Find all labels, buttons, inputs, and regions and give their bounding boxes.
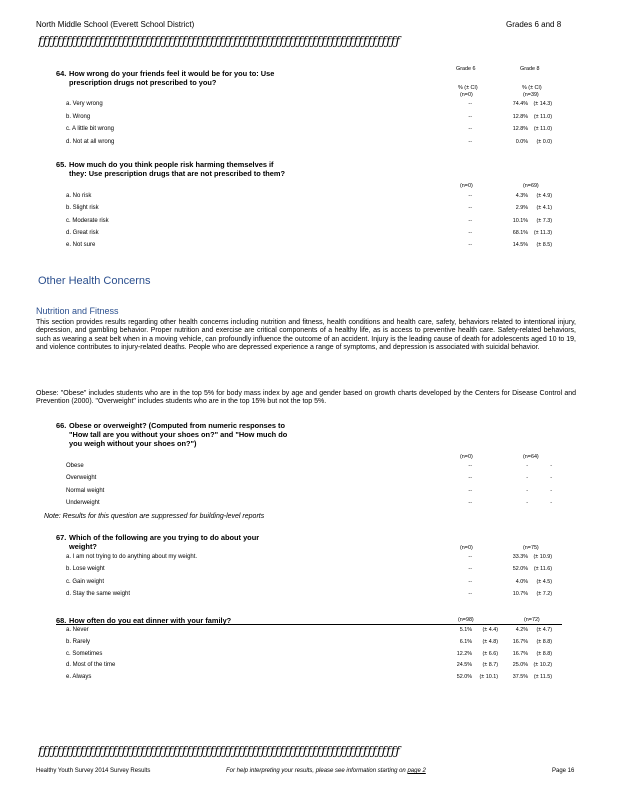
grade8-percent: 52.0% — [512, 566, 528, 573]
grade6-percent: -- — [468, 193, 472, 199]
grade8-ci: (± 10.9) — [533, 554, 552, 560]
grade6-ci: (± 4.4) — [482, 627, 498, 633]
grade8-ci: (± 7.3) — [536, 217, 552, 224]
grade6-percent: -- — [468, 113, 472, 120]
grade6-percent: -- — [468, 487, 472, 494]
section-subtitle: Nutrition and Fitness — [36, 306, 119, 316]
answer-option: Overweight — [66, 475, 97, 482]
grade8-percent: 14.5% — [512, 242, 528, 249]
header-grades: Grades 6 and 8 — [506, 20, 562, 29]
question-64 — [56, 69, 296, 99]
grade6-percent: 24.5% — [456, 662, 472, 669]
footer-help-text: For help interpreting your results, please see information starting on — [226, 768, 406, 774]
answer-option: b. Wrong — [66, 113, 91, 120]
grade8-ci: (± 11.6) — [533, 566, 552, 573]
grade8-ci: (± 0.0) — [536, 138, 552, 145]
grade8-percent: - — [526, 475, 528, 482]
grade8-ci: (± 10.2) — [533, 662, 552, 669]
question-text: Which of the following are you trying to do about your weight? — [69, 533, 260, 551]
suppression-note: Note: Results for this question are suppressed for building-level reports — [44, 513, 265, 520]
grade6-percent: -- — [468, 566, 472, 573]
n-grade6: (n=0) — [460, 183, 473, 189]
answer-option: a. Never — [66, 627, 89, 633]
grade6-percent: -- — [468, 229, 472, 236]
question-number: 68. — [56, 616, 67, 625]
grade8-percent: 4.0% — [515, 578, 528, 585]
grade8-ci: (± 14.3) — [533, 101, 552, 107]
question-number: 66. — [56, 421, 67, 430]
grade8-ci: (± 8.8) — [536, 650, 552, 657]
grade6-percent: -- — [468, 242, 472, 249]
question-text: How often do you eat dinner with your family? — [69, 616, 232, 625]
answer-option: Underweight — [66, 499, 100, 506]
grade6-percent: -- — [468, 463, 472, 469]
answer-option: d. Great risk — [66, 229, 99, 236]
grade6-percent: -- — [468, 217, 472, 224]
section-paragraph: This section provides results regarding other health concerns including nutrition and fitness, health conditions and health care, safety, behaviors related to intentional injury, depression, and gambling behavior. Proper nutrition and exercise are critical components of a healthy life, as is access to preventive health care. Safety-related behaviors, such as wearing a seat belt when in a moving vehicle, can profoundly influence the outcome of an accident. Injury is the leading cause of death for adolescents aged 10 to 19, and violence contributes to injury-related deaths. People who are depressed experience a range of symptoms, and depression is associated with suicidal behavior. — [36, 319, 576, 352]
header-ornament: ƒƒƒƒƒƒƒƒƒƒƒƒƒƒƒƒƒƒƒƒƒƒƒƒƒƒƒƒƒƒƒƒƒƒƒƒƒƒƒƒƒƒƒƒƒƒƒƒƒƒƒƒƒƒƒƒƒƒƒƒƒƒƒƒƒƒƒƒƒƒƒƒƒƒƒƒƒƒ — [38, 34, 401, 48]
grade6-percent: -- — [468, 475, 472, 482]
grade8-percent: 74.4% — [512, 101, 528, 107]
q68-rule — [56, 624, 562, 625]
n-grade8: (n=64) — [523, 454, 539, 460]
grade6-percent: -- — [468, 126, 472, 132]
col-header-grade8: Grade 8 — [520, 66, 540, 72]
grade6-percent: 12.2% — [456, 650, 472, 657]
obese-definition: Obese: "Obese" includes students who are in the top 5% for body mass index by age and gender based on growth charts developed by the Centers for Disease Control and Prevention (2000). "Overweight" includes students who are in the top 15% but not the top 5%. — [36, 390, 576, 406]
col-header-grade6: Grade 6 — [456, 66, 476, 72]
n-grade6: (n=0) — [460, 545, 473, 551]
footer-help — [226, 768, 426, 774]
grade8-ci: - — [550, 499, 552, 506]
n-grade6: (n=0) — [460, 454, 473, 460]
grade6-percent: -- — [468, 590, 472, 597]
grade8-ci: (± 8.5) — [536, 242, 552, 249]
answer-option: Normal weight — [66, 487, 105, 494]
grade8-ci: - — [550, 475, 552, 482]
grade8-ci: - — [550, 487, 552, 494]
answer-option: b. Lose weight — [66, 566, 105, 573]
grade8-percent: 25.0% — [512, 662, 528, 669]
question-text: Obese or overweight? (Computed from numeric responses to "How tall are you without your shoes on?" and "How much do you weigh without your shoes on?") — [69, 421, 288, 448]
n-grade6: (n=0) — [460, 92, 473, 98]
grade8-ci: (± 7.2) — [536, 590, 552, 597]
footer-left: Healthy Youth Survey 2014 Survey Results — [36, 768, 151, 774]
grade8-ci: (± 11.5) — [533, 674, 552, 681]
grade6-percent: -- — [468, 578, 472, 585]
grade6-percent: -- — [468, 554, 472, 560]
grade8-percent: 33.3% — [512, 554, 528, 560]
footer-page-number: Page 16 — [552, 768, 575, 774]
grade8-percent: 12.8% — [512, 126, 528, 132]
answer-option: d. Not at all wrong — [66, 138, 115, 145]
answer-option: c. A little bit wrong — [66, 126, 115, 132]
grade8-percent: 68.1% — [512, 229, 528, 236]
grade8-percent: 16.7% — [512, 650, 528, 657]
n-grade8: (n=72) — [524, 617, 540, 623]
answer-option: c. Sometimes — [66, 650, 103, 657]
grade6-ci: (± 6.6) — [482, 650, 498, 657]
grade8-ci: (± 11.0) — [533, 113, 552, 120]
grade8-percent: 37.5% — [512, 674, 528, 681]
question-text: How much do you think people risk harming themselves if they: Use prescription drugs that are not prescribed to them? — [69, 160, 286, 178]
grade8-percent: 10.7% — [512, 590, 528, 597]
question-text: How wrong do your friends feel it would be for you to: Use prescription drugs not prescribed to you? — [69, 69, 275, 87]
grade8-ci: (± 11.3) — [533, 229, 552, 236]
grade8-ci: (± 4.7) — [536, 627, 552, 633]
answer-option: d. Stay the same weight — [66, 590, 131, 597]
grade6-percent: 52.0% — [456, 674, 472, 681]
question-number: 67. — [56, 533, 67, 542]
grade6-ci: (± 8.7) — [482, 662, 498, 669]
grade8-percent: - — [526, 463, 528, 469]
grade8-ci: - — [550, 463, 552, 469]
answer-option: d. Most of the time — [66, 662, 116, 669]
answer-option: b. Rarely — [66, 638, 91, 645]
grade8-percent: 16.7% — [512, 638, 528, 645]
answer-option: a. Very wrong — [66, 101, 103, 107]
grade6-percent: -- — [468, 101, 472, 107]
question-number: 65. — [56, 160, 67, 169]
grade8-percent: 10.1% — [512, 217, 528, 224]
n-grade6: (n=98) — [458, 617, 474, 623]
grade6-ci: (± 4.8) — [482, 638, 498, 645]
question-67 — [56, 533, 296, 553]
grade8-ci: (± 11.0) — [533, 126, 552, 132]
answer-option: a. No risk — [66, 193, 92, 199]
grade8-percent: 12.8% — [512, 113, 528, 120]
grade6-percent: 5.1% — [459, 627, 472, 633]
col-sub-grade8: % (± CI) — [522, 85, 542, 91]
grade8-percent: - — [526, 499, 528, 506]
answer-option: c. Gain weight — [66, 578, 105, 585]
section-title: Other Health Concerns — [38, 275, 151, 287]
answer-option: e. Always — [66, 674, 92, 681]
grade8-ci: (± 8.8) — [536, 638, 552, 645]
n-grade8: (n=39) — [523, 92, 539, 98]
grade6-percent: -- — [468, 499, 472, 506]
grade6-percent: -- — [468, 205, 472, 212]
grade8-percent: 2.9% — [515, 205, 528, 212]
grade8-percent: 4.2% — [515, 627, 528, 633]
answer-option: e. Not sure — [66, 242, 96, 249]
grade8-percent: 0.0% — [515, 138, 528, 145]
header-school: North Middle School (Everett School District) — [36, 20, 195, 29]
question-number: 64. — [56, 69, 67, 78]
question-65 — [56, 160, 296, 190]
grade8-ci: (± 4.9) — [536, 193, 552, 199]
grade6-percent: 6.1% — [459, 638, 472, 645]
grade8-ci: (± 4.5) — [536, 578, 552, 585]
n-grade8: (n=75) — [523, 545, 539, 551]
question-66 — [56, 421, 296, 461]
answer-option: b. Slight risk — [66, 205, 99, 212]
footer-page-link[interactable]: page 2 — [407, 768, 426, 774]
col-sub-grade6: % (± CI) — [458, 85, 478, 91]
answer-option: a. I am not trying to do anything about my weight. — [66, 554, 198, 560]
grade6-ci: (± 10.1) — [479, 674, 498, 681]
answer-option: Obese — [66, 463, 84, 469]
answer-option: c. Moderate risk — [66, 217, 109, 224]
grade8-percent: - — [526, 487, 528, 494]
n-grade8: (n=69) — [523, 183, 539, 189]
grade6-percent: -- — [468, 138, 472, 145]
footer-ornament: ƒƒƒƒƒƒƒƒƒƒƒƒƒƒƒƒƒƒƒƒƒƒƒƒƒƒƒƒƒƒƒƒƒƒƒƒƒƒƒƒƒƒƒƒƒƒƒƒƒƒƒƒƒƒƒƒƒƒƒƒƒƒƒƒƒƒƒƒƒƒƒƒƒƒƒƒƒƒ — [38, 744, 401, 758]
grade8-ci: (± 4.1) — [536, 205, 552, 212]
grade8-percent: 4.3% — [515, 193, 528, 199]
